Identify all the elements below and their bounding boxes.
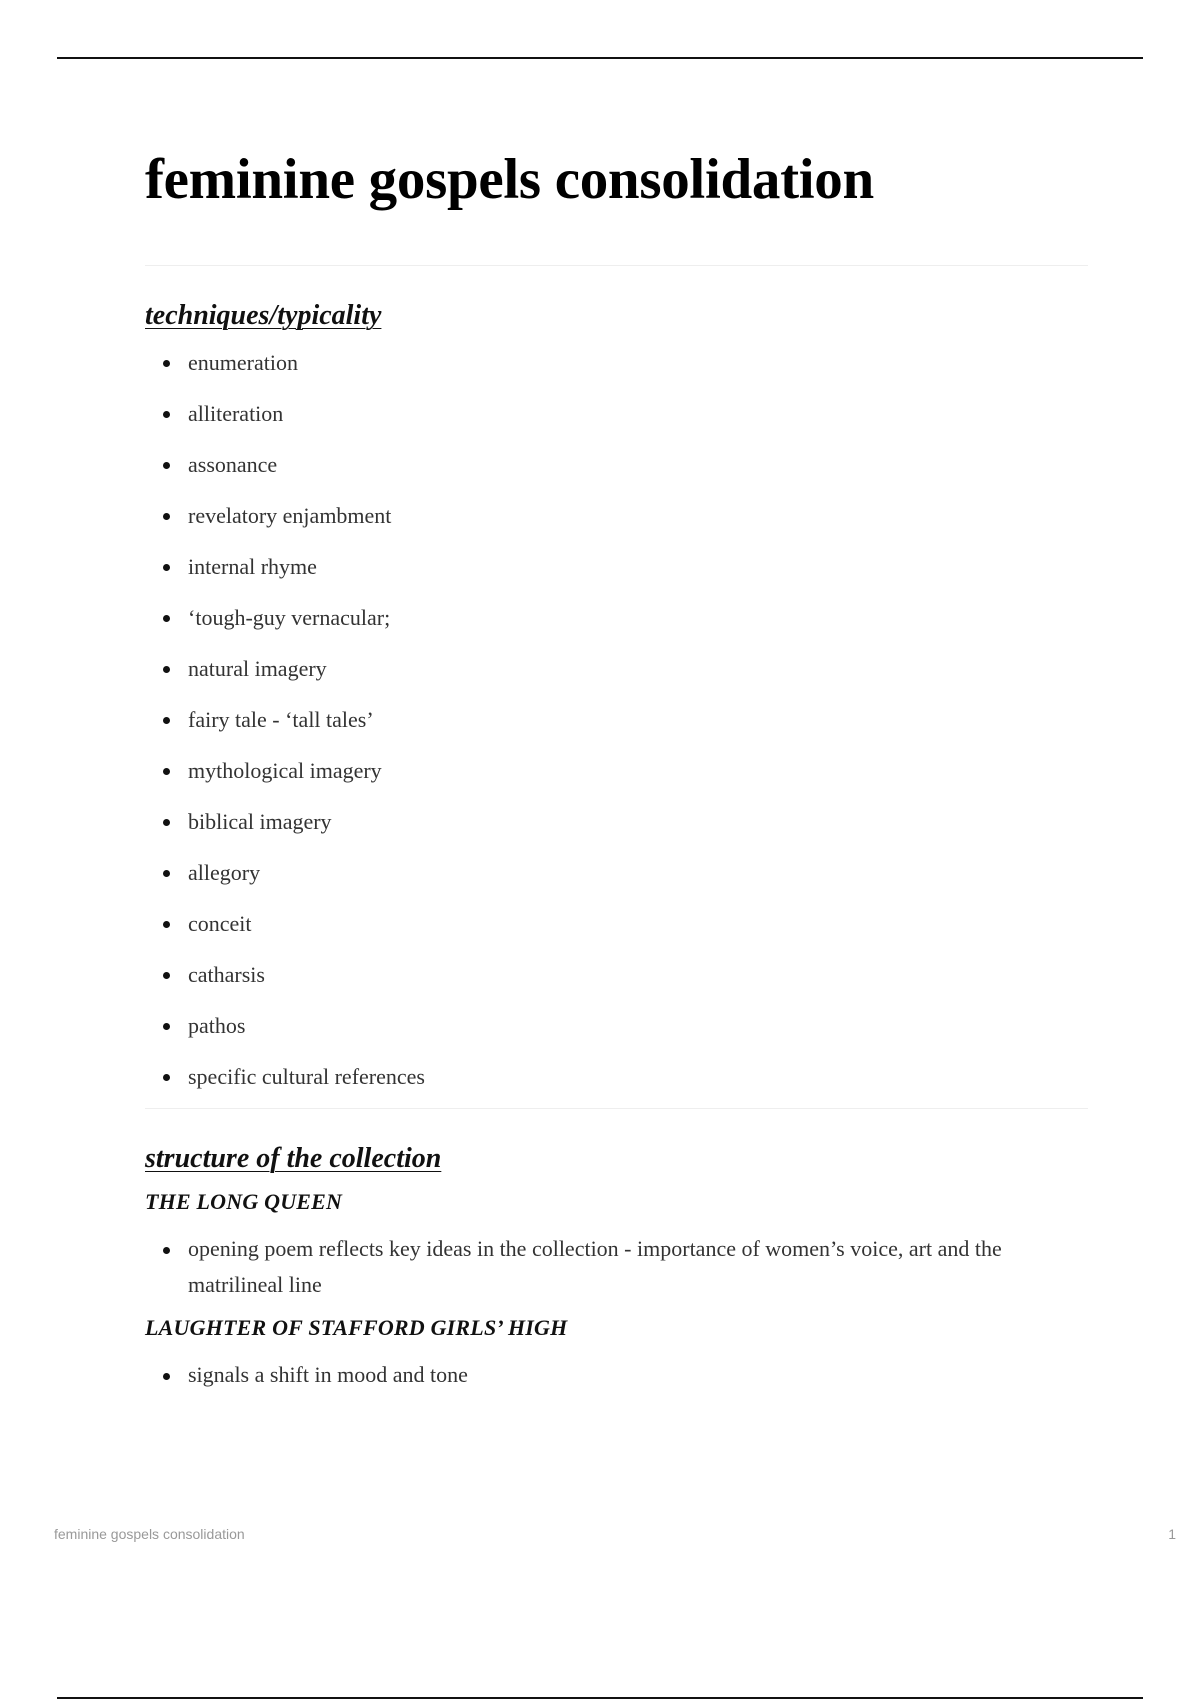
list-item: signals a shift in mood and tone: [145, 1357, 1088, 1393]
section-divider: [145, 265, 1088, 266]
techniques-list: [145, 337, 1088, 1102]
section-heading-techniques: techniques/typicality: [145, 300, 382, 331]
subsection-heading-laughter: LAUGHTER OF STAFFORD GIRLS’ HIGH: [145, 1315, 568, 1340]
laughter-list: [145, 1357, 1088, 1393]
list-item: revelatory enjambment: [145, 490, 1088, 541]
list-item: assonance: [145, 439, 1088, 490]
list-item: natural imagery: [145, 643, 1088, 694]
document-title: feminine gospels consolidation: [145, 148, 874, 211]
document-body: [145, 140, 1088, 1393]
subsection-heading-long-queen: THE LONG QUEEN: [145, 1189, 343, 1214]
list-item: alliteration: [145, 388, 1088, 439]
list-item: allegory: [145, 847, 1088, 898]
page-top-rule: [57, 57, 1143, 59]
list-item: opening poem reflects key ideas in the collection - importance of women’s voice, art and the matrilineal line: [145, 1231, 1088, 1303]
page-bottom-rule: [57, 1697, 1143, 1699]
list-item: biblical imagery: [145, 796, 1088, 847]
list-item: mythological imagery: [145, 745, 1088, 796]
list-item: specific cultural references: [145, 1051, 1088, 1102]
list-item: enumeration: [145, 337, 1088, 388]
list-item: ‘tough-guy vernacular;: [145, 592, 1088, 643]
list-item: fairy tale - ‘tall tales’: [145, 694, 1088, 745]
list-item: conceit: [145, 898, 1088, 949]
long-queen-list: [145, 1231, 1088, 1303]
list-item: internal rhyme: [145, 541, 1088, 592]
section-heading-structure: structure of the collection: [145, 1143, 442, 1174]
list-item: catharsis: [145, 949, 1088, 1000]
section-divider: [145, 1108, 1088, 1109]
footer-title: feminine gospels consolidation: [54, 1526, 245, 1542]
footer-page-number: 1: [1168, 1526, 1176, 1542]
list-item: pathos: [145, 1000, 1088, 1051]
